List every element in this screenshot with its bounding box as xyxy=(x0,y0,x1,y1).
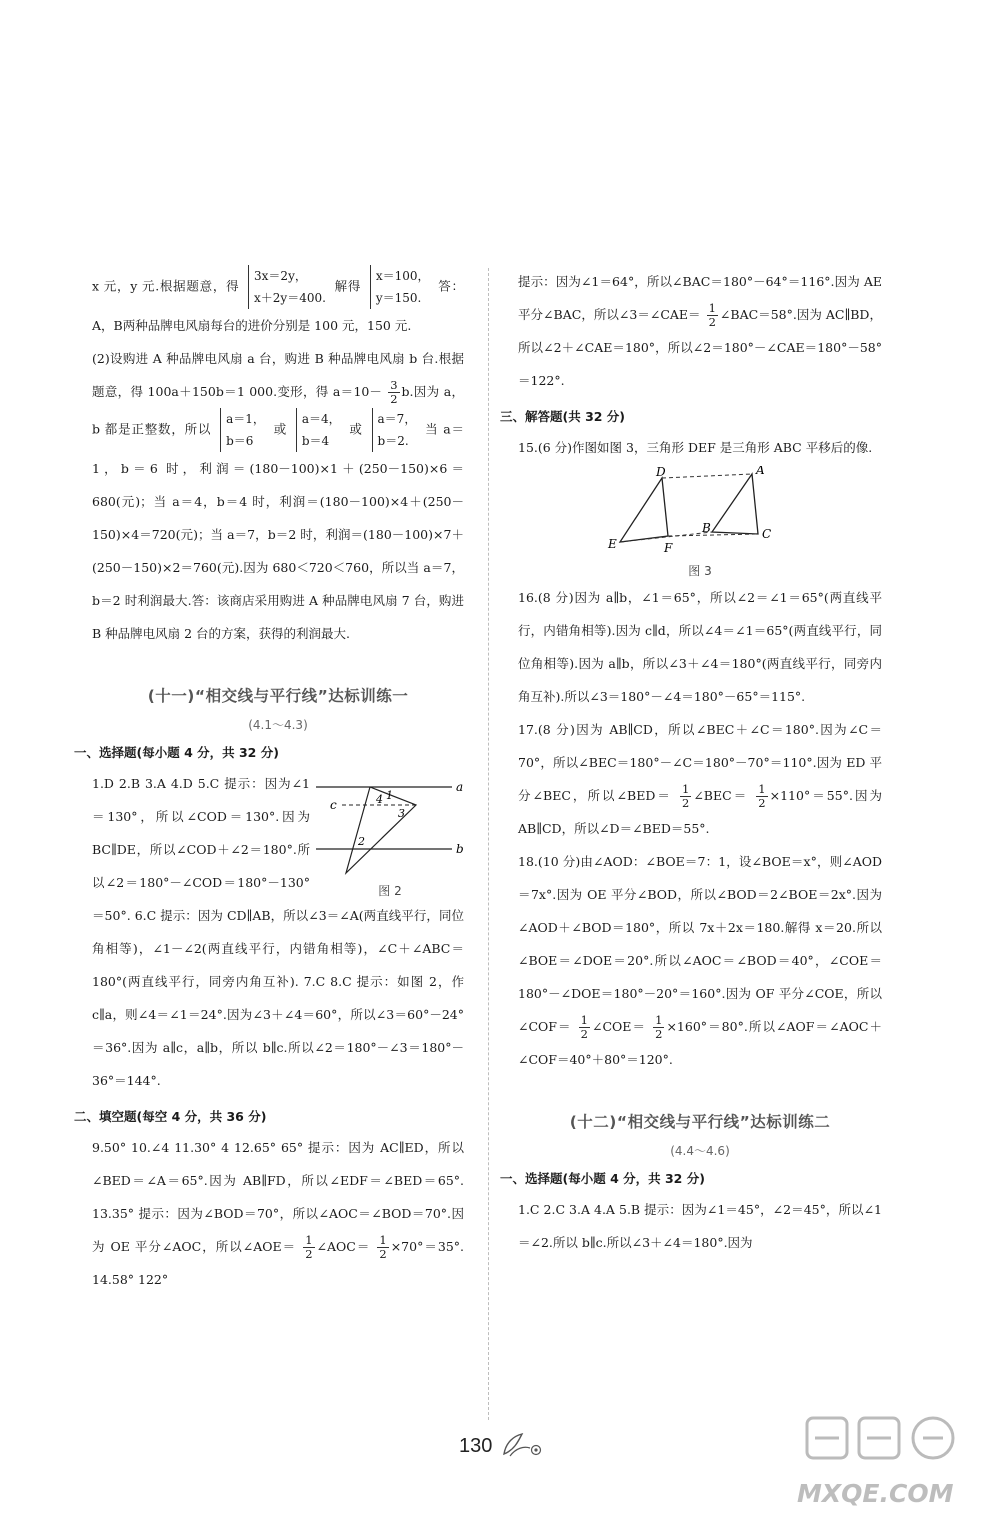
angle-4-label: 4 xyxy=(376,793,383,806)
line-a-label: a xyxy=(456,780,464,794)
figure-2-diagram xyxy=(316,773,464,878)
line-c-label: c xyxy=(330,798,337,812)
angle-2-label: 2 xyxy=(358,835,365,848)
angle-3-label: 3 xyxy=(398,807,405,820)
q17: 17.(8 分)因为 AB∥CD，所以∠BEC＋∠C＝180°.因为∠C＝70°，所以∠BEC＝180°－∠C＝180°－70°＝110°.因为 ED 平分∠BEC，所以∠BED＝ $\frac{1}{2}$ ∠BEC＝ $\frac{1}{2}$ ×110°＝55°.因为 AB∥CD，所以∠D＝∠BED＝55°. xyxy=(518,722,883,836)
point-E: E xyxy=(608,537,617,551)
heading-answer: 三、解答题(共 32 分) xyxy=(500,409,626,424)
line-b-label: b xyxy=(456,842,464,856)
watermark-icon xyxy=(797,1416,972,1511)
choice-answers: 1.D 2.B 3.A 4.D 5.C 提示：因为∠1＝130°，所以∠COD＝130°.因为 BC∥DE，所以∠COD＋∠2＝180°.所以∠2＝180°－∠COD＝180°－130°＝50°. 6.C 提示：因为 CD∥AB，所以∠3＝∠A(两直线平行，同位角相等)，∠1－∠2(两直线平行，内错角相等)，∠C＋∠ABC＝180°(两直线平行，同旁内角互补). 7.C 8.C 提示：如图 2，作 c∥a，则∠4＝∠1＝24°.因为∠3＋∠4＝60°，所以∠3＝60°－24°＝36°.因为 a∥c，a∥b，所以 b∥c.所以∠2＝180°－∠3＝180°－36°＝144°. xyxy=(92,776,464,1088)
fraction-1-2: $\frac{1}{2}$ xyxy=(580,1013,588,1041)
point-C: C xyxy=(762,527,772,541)
q-prev-part1: x 元，y 元.根据题意，得 3x＝2y， x＋2y＝400. 解得 x＝100， y＝150. 答：A，B两种品牌电风扇每台的进价分别是 100 元，150 元. xyxy=(92,265,464,342)
equation-system-1: 3x＝2y， x＋2y＝400. xyxy=(248,265,326,309)
hint-14: 提示：因为∠1＝64°，所以∠BAC＝180°－64°＝116°.因为 AE 平分∠BAC，所以∠3＝∠CAE＝ $\frac{1}{2}$ ∠BAC＝58°.因为 AC∥BD，所以∠2＋∠CAE＝180°，所以∠2＝180°－∠CAE＝180°－58°＝122°. xyxy=(518,274,882,388)
figure-2-caption: 图 2 xyxy=(378,884,402,898)
fraction-3-2: $\frac{3}{2}$ xyxy=(390,378,398,406)
leaf-ornament-icon xyxy=(500,1430,544,1460)
figure-3-caption: 图 3 xyxy=(688,564,712,578)
q15: 15.(6 分)作图如图 3，三角形 DEF 是三角形 ABC 平移后的像. xyxy=(518,440,873,455)
section-11-title: (十一)“相交线与平行线”达标训练一 xyxy=(147,687,409,705)
fraction-1-2: $\frac{1}{2}$ xyxy=(655,1013,663,1041)
point-A: A xyxy=(756,466,765,477)
point-D: D xyxy=(656,466,666,479)
section-11-range: (4.1～4.3) xyxy=(248,718,308,732)
q-prev-part2: (2)设购进 A 种品牌电风扇 a 台，购进 B 种品牌电风扇 b 台.根据题意，得 100a＋150b＝1 000.变形，得 a＝10－ $\frac{3}{2}$ b.因为 a，b 都是正整数，所以 a＝1， b＝6 或 a＝4， b＝4 或 a＝7， b＝2. 当 a＝1，b＝6 时，利润＝(180－100)×1＋(250－150)×6＝680(元)；当 a＝4，b＝4 时，利润＝(180－100)×4＋(250－150)×4＝720(元)；当 a＝7，b＝2 时，利润＝(180－100)×7＋(250－150)×2＝760(元).因为 680＜720＜760，所以当 a＝7，b＝2 时利润最大.答：该商店采用购进 A 种品牌电风扇 7 台，购进 B 种品牌电风扇 2 台的方案，获得的利润最大. xyxy=(92,351,464,641)
fraction-1-2: $\frac{1}{2}$ xyxy=(708,301,716,329)
fraction-1-2: $\frac{1}{2}$ xyxy=(758,782,766,810)
equation-system-2: x＝100， y＝150. xyxy=(370,265,430,309)
page-number: 130 xyxy=(459,1435,493,1457)
fill-answers: 9.50° 10.∠4 11.30° 4 12.65° 65° 提示：因为 AC∥ED，所以∠BED＝∠A＝65°.因为 AB∥FD，所以∠EDF＝∠BED＝65°. 13.35° 提示：因为∠BOD＝70°，所以∠AOC＝∠BOD＝70°.因为 OE 平分∠AOC，所以∠AOE＝ $\frac{1}{2}$ ∠AOC＝ $\frac{1}{2}$ ×70°＝35°. 14.58° 122° xyxy=(92,1140,464,1287)
section-12-range: (4.4～4.6) xyxy=(670,1144,730,1158)
fraction-1-2: $\frac{1}{2}$ xyxy=(379,1233,387,1261)
section-12-title: (十二)“相交线与平行线”达标训练二 xyxy=(569,1113,831,1131)
case-a7-b2: a＝7， b＝2. xyxy=(372,408,417,452)
case-a4-b4: a＝4， b＝4 xyxy=(296,408,341,452)
fraction-1-2: $\frac{1}{2}$ xyxy=(682,782,690,810)
left-column xyxy=(74,265,464,1296)
column-divider xyxy=(488,268,489,1420)
q16: 16.(8 分)因为 a∥b，∠1＝65°，所以∠2＝∠1＝65°(两直线平行，内错角相等).因为 c∥d，所以∠4＝∠1＝65°(两直线平行，同位角相等).因为 a∥b，所以∠3＋∠4＝180°(两直线平行，同旁内角互补).所以∠3＝180°－∠4＝180°－65°＝115°. xyxy=(518,590,882,704)
q18: 18.(10 分)由∠AOD：∠BOE＝7：1，设∠BOE＝x°，则∠AOD＝7x°.因为 OE 平分∠BOD，所以∠BOD＝2∠BOE＝2x°.因为∠AOD＋∠BOD＝180°，所以 7x＋2x＝180.解得 x＝20.所以∠BOE＝∠DOE＝20°.所以∠AOC＝∠BOD＝40°，∠COE＝180°－∠DOE＝180°－20°＝160°.因为 OF 平分∠COE，所以∠COF＝ $\frac{1}{2}$ ∠COE＝ $\frac{1}{2}$ ×160°＝80°.所以∠AOF＝∠AOC＋∠COF＝40°＋80°＝120°. xyxy=(518,854,882,1067)
point-F: F xyxy=(664,541,673,555)
heading-fill: 二、填空题(每空 4 分，共 36 分) xyxy=(74,1109,267,1124)
case-a1-b6: a＝1， b＝6 xyxy=(220,408,265,452)
right-column xyxy=(500,265,883,1259)
heading-choice: 一、选择题(每小题 4 分，共 32 分) xyxy=(74,745,279,760)
choice-block xyxy=(92,767,464,1097)
figure-3-diagram xyxy=(600,466,800,558)
fraction-1-2: $\frac{1}{2}$ xyxy=(305,1233,313,1261)
figure-2 xyxy=(316,773,464,899)
choice2-answers: 1.C 2.C 3.A 4.A 5.B 提示：因为∠1＝45°，∠2＝45°，所以∠1＝∠2.所以 b∥c.所以∠3＋∠4＝180°.因为 xyxy=(518,1202,882,1250)
figure-3 xyxy=(518,466,882,579)
angle-1-label: 1 xyxy=(386,789,393,802)
point-B: B xyxy=(702,521,711,535)
heading-choice-2: 一、选择题(每小题 4 分，共 32 分) xyxy=(500,1171,705,1186)
watermark-logo xyxy=(797,1416,972,1511)
watermark-url: MXQE.COM xyxy=(797,1479,954,1508)
